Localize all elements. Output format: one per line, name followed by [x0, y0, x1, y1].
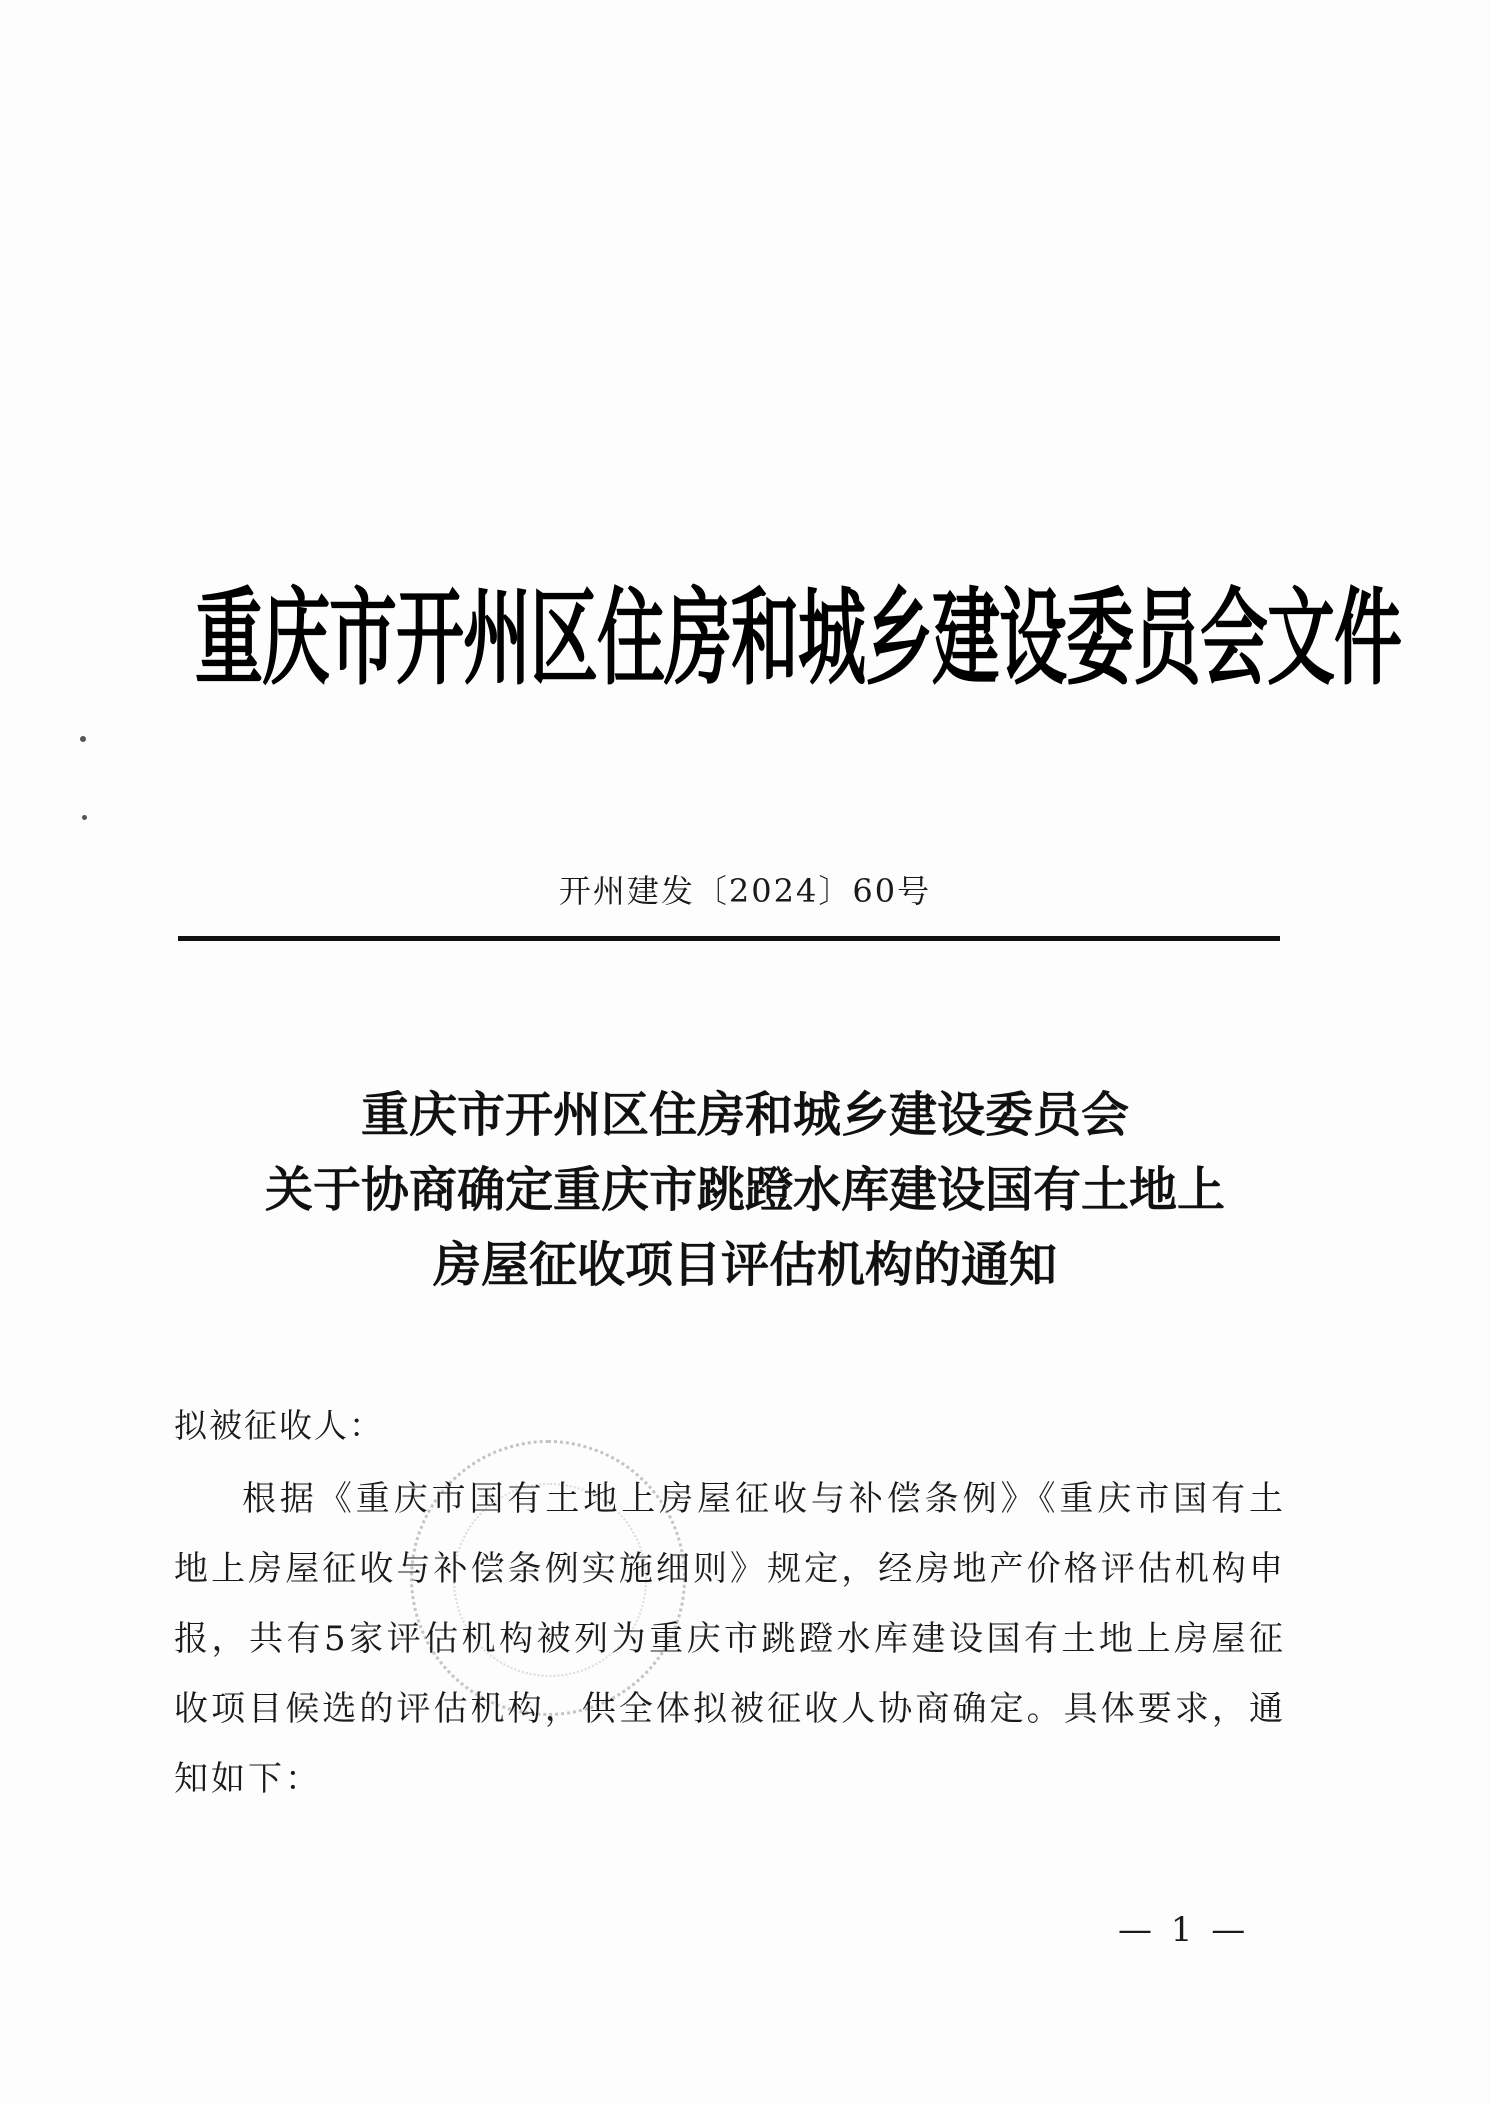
scan-speck	[82, 815, 87, 820]
scan-speck	[80, 736, 86, 742]
subject-title-line-1: 重庆市开州区住房和城乡建设委员会	[360, 1087, 1129, 1143]
subject-title-line-2: 关于协商确定重庆市跳蹬水库建设国有土地上	[264, 1162, 1225, 1218]
document-header-title: 重庆市开州区住房和城乡建设委员会文件	[195, 578, 1402, 701]
body-paragraph: 根据《重庆市国有土地上房屋征收与补偿条例》《重庆市国有土地上房屋征收与补偿条例实施细则》规定，经房地产价格评估机构申报，共有5家评估机构被列为重庆市跳蹬水库建设国有土地上房屋征收项目候选的评估机构，供全体拟被征收人协商确定。具体要求，通知如下：	[174, 1479, 1286, 1799]
document-number: 开州建发〔2024〕60号	[558, 872, 932, 910]
page-number: — 1 —	[1118, 1910, 1250, 1950]
header-divider	[178, 936, 1280, 941]
subject-title-line-3: 房屋征收项目评估机构的通知	[432, 1237, 1057, 1293]
subject-title	[0, 1078, 1490, 1303]
salutation: 拟被征收人：	[174, 1406, 384, 1445]
